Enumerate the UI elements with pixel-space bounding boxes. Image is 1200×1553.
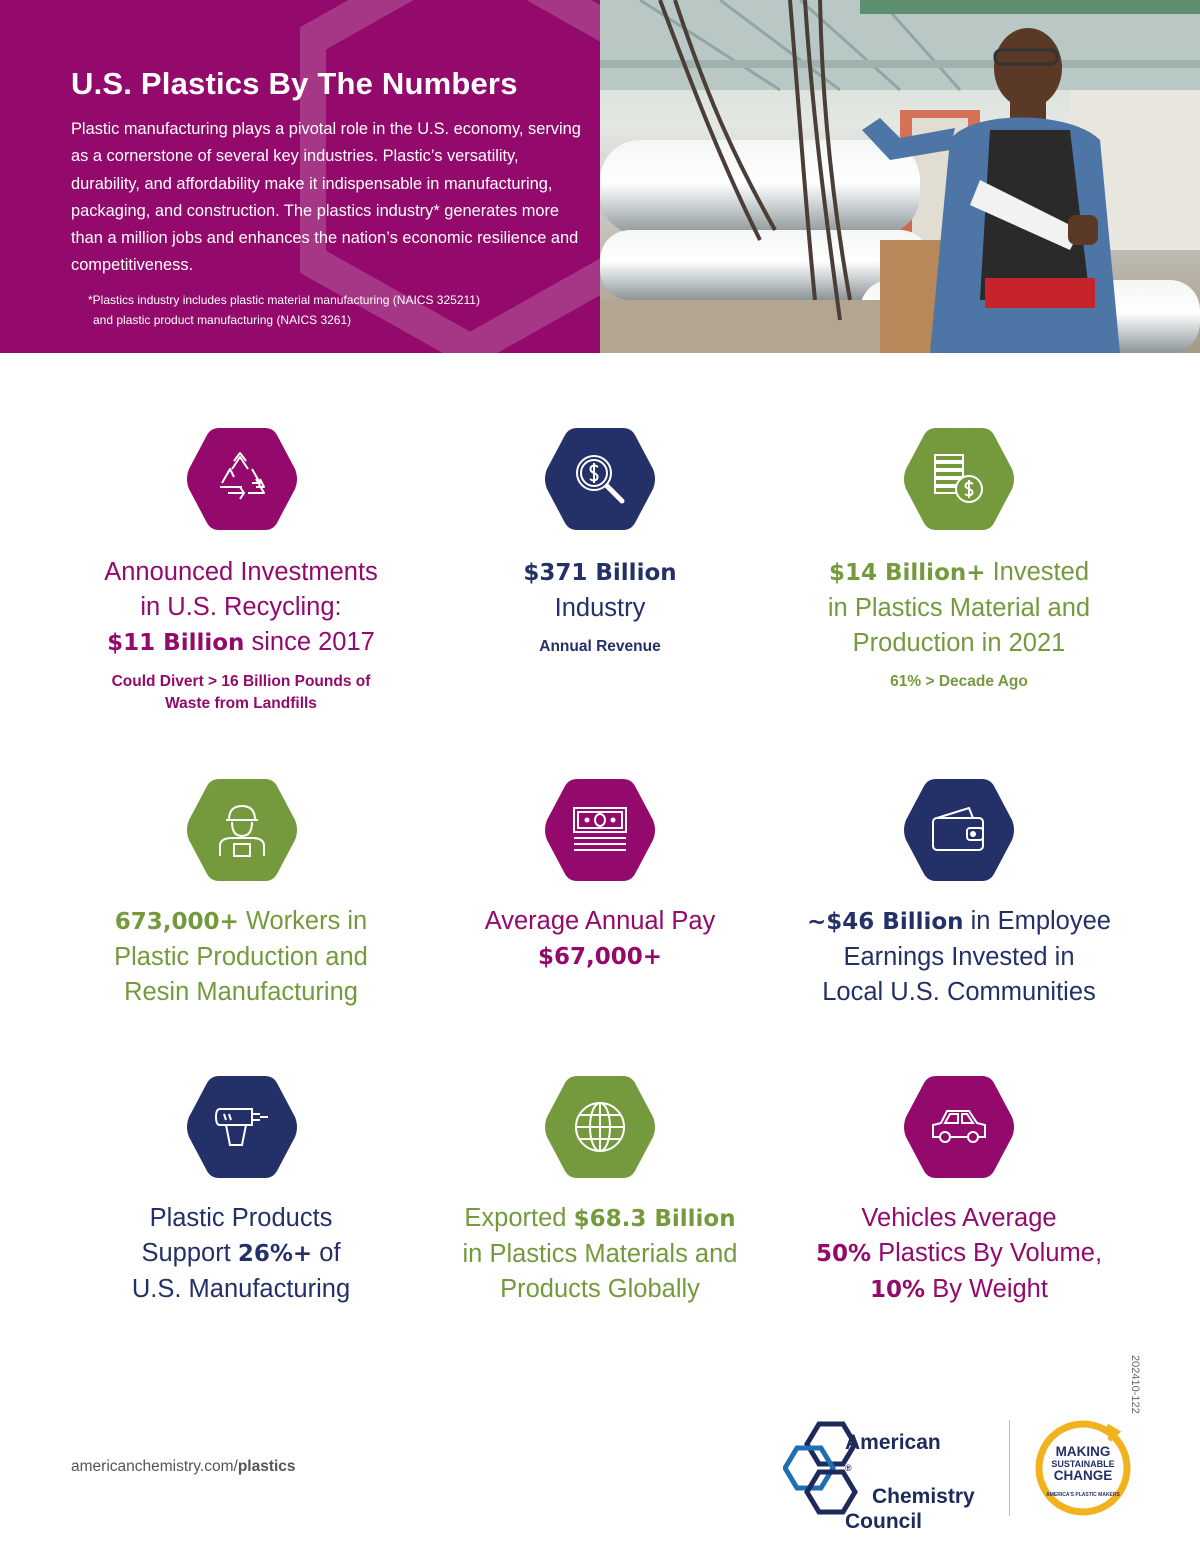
stat-line: U.S. Manufacturing [131, 1275, 351, 1303]
stat-exports [410, 1201, 790, 1307]
stat-subtext: Annual Revenue [539, 638, 661, 655]
header-text-panel [0, 0, 600, 353]
stat-line: Plastic Production and [114, 943, 368, 971]
investment-hexagon-badge [902, 422, 1016, 536]
header-banner [0, 0, 1200, 353]
vehicles-hexagon-badge [902, 1070, 1016, 1184]
stat-line: Plastic Products [149, 1204, 333, 1232]
stat-recycling-investment [51, 555, 431, 715]
stat-line: Production in 2021 [852, 629, 1066, 657]
stat-line: of [312, 1239, 341, 1267]
stat-line: in Plastics Material and [827, 594, 1091, 622]
cash-stack-icon [929, 449, 989, 509]
earnings-hexagon-badge [902, 773, 1016, 887]
msc-tagline: AMERICA'S PLASTIC MAKERS [1046, 1492, 1120, 1498]
stat-line: Exported [464, 1204, 574, 1232]
msc-line-1: MAKING [1055, 1444, 1111, 1459]
stat-value: 10% [870, 1277, 926, 1303]
stat-line: Average Annual Pay [484, 907, 716, 935]
stat-value: $371 Billion [523, 560, 677, 586]
intro-paragraph: Plastic manufacturing plays a pivotal role in the U.S. economy, serving as a cornerstone of several key industries. Plastic’s versatility, durability, and affordability make it indispensable in manufacturing, packaging, and construction. The plastics industry* generates more than a million jobs and enhances the nation’s economic resilience and competitiveness. [71, 120, 581, 275]
stat-subtext: 61% > Decade Ago [890, 673, 1028, 690]
making-sustainable-change-text [1033, 1444, 1133, 1498]
footnote-line-1: *Plastics industry includes plastic material manufacturing (NAICS 325211) [88, 293, 480, 307]
logo-divider [1009, 1420, 1010, 1516]
stat-line: since 2017 [244, 628, 375, 656]
globe-icon [570, 1097, 630, 1157]
footnote [88, 291, 558, 330]
stat-line: Earnings Invested in [843, 943, 1075, 971]
stat-employee-earnings [769, 904, 1149, 1010]
msc-line-3: CHANGE [1053, 1467, 1113, 1483]
stat-line: By Weight [925, 1275, 1048, 1303]
stat-manufacturing-support [51, 1201, 431, 1307]
stat-line: Support [141, 1239, 238, 1267]
stat-value: ~$46 Billion [807, 909, 964, 935]
stat-line: Vehicles Average [861, 1204, 1057, 1232]
car-icon [929, 1097, 989, 1157]
stat-line: Plastics By Volume, [871, 1239, 1103, 1267]
acc-logo-line-3: Council [845, 1509, 922, 1533]
manufacturing-hexagon-badge [185, 1070, 299, 1184]
stat-industry-revenue [410, 555, 790, 658]
factory-worker-photo [600, 0, 1200, 353]
page-title: U.S. Plastics By The Numbers [71, 66, 518, 101]
dollar-search-icon [570, 449, 630, 509]
website-link-domain: americanchemistry.com/ [71, 1458, 238, 1475]
stat-line: Local U.S. Communities [822, 978, 1096, 1006]
wallet-icon [929, 800, 989, 860]
stat-line: Announced Investments [104, 558, 378, 586]
acc-logo-line-2: Chemistry [872, 1485, 975, 1508]
stat-value: $14 Billion+ [828, 560, 986, 586]
stat-workers [51, 904, 431, 1010]
website-link[interactable] [71, 1458, 296, 1476]
stat-value: $68.3 Billion [573, 1206, 736, 1232]
stat-line: Industry [554, 594, 646, 622]
stat-line: Workers in [238, 907, 368, 935]
stat-line: Resin Manufacturing [124, 978, 358, 1006]
worker-icon [212, 800, 272, 860]
recycle-hexagon-badge [185, 422, 299, 536]
stat-line: Invested [985, 558, 1089, 586]
stat-value: 50% [815, 1241, 872, 1267]
msc-line-2: SUSTAINABLE [1051, 1458, 1115, 1469]
exports-hexagon-badge [543, 1070, 657, 1184]
stat-value: 673,000+ [114, 909, 239, 935]
stat-subtext: Could Divert > 16 Billion Pounds of Waste from Landfills [111, 673, 371, 712]
stat-vehicle-plastics [769, 1201, 1149, 1308]
banknote-icon [570, 800, 630, 860]
document-id: 202410-122 [1129, 1355, 1141, 1414]
drill-icon [212, 1097, 272, 1157]
recycle-icon [212, 449, 272, 509]
stat-value: $11 Billion [107, 630, 245, 656]
stat-average-pay [410, 904, 790, 975]
acc-logo-line-1: American ® [845, 1431, 941, 1473]
acc-logo-text [845, 1431, 975, 1534]
stat-line: in Plastics Materials and [462, 1240, 738, 1268]
factory-worker-illustration [600, 0, 1200, 353]
stat-value: 26%+ [237, 1241, 313, 1267]
stat-line: Products Globally [500, 1275, 700, 1303]
website-link-path: plastics [237, 1458, 296, 1475]
stat-value: $67,000+ [537, 944, 663, 970]
stat-line: in Employee [963, 907, 1111, 935]
revenue-hexagon-badge [543, 422, 657, 536]
footnote-line-2: and plastic product manufacturing (NAICS 3261) [93, 312, 352, 327]
workers-hexagon-badge [185, 773, 299, 887]
stat-material-investment [769, 555, 1149, 693]
stat-line: in U.S. Recycling: [140, 593, 342, 621]
pay-hexagon-badge [543, 773, 657, 887]
